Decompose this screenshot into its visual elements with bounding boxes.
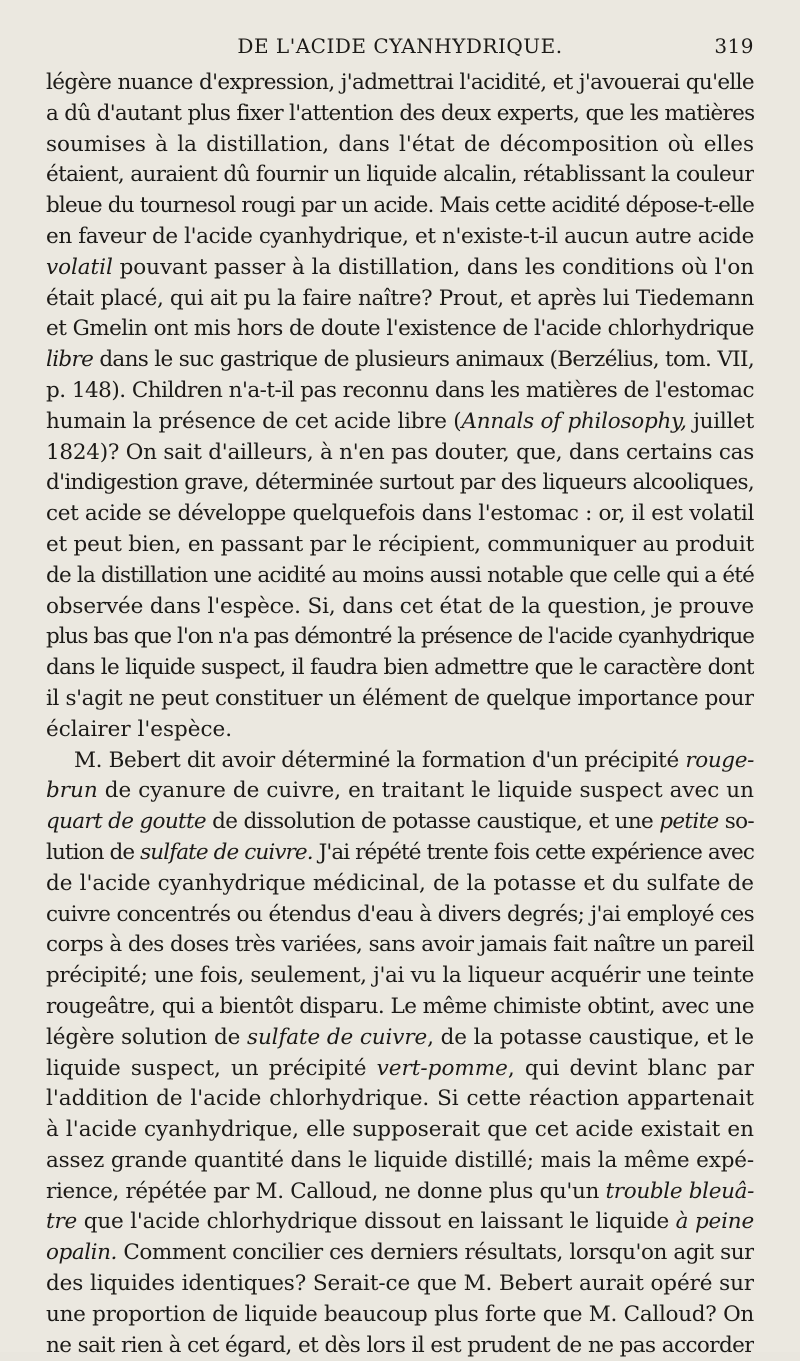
running-title: DE L'ACIDE CYANHYDRIQUE.	[237, 34, 563, 58]
text-segment: observée dans l'espèce. Si, dans cet état de la question, je prouve	[46, 593, 754, 619]
text-segment: 1824)? On sait d'ailleurs, à n'en pas douter, que, dans certains cas	[46, 439, 754, 465]
text-segment: pouvant passer à la distillation, dans les conditions où l'on	[112, 254, 754, 280]
text-line	[46, 869, 754, 900]
text-line	[46, 1207, 754, 1238]
text-line	[46, 746, 754, 777]
text-segment: liquide suspect, un précipité	[46, 1055, 377, 1081]
text-line	[46, 807, 754, 838]
text-segment: lution de	[46, 839, 141, 865]
text-segment: a dû d'autant plus fixer l'attention des deux experts, que les matières	[46, 100, 754, 126]
italic-segment: sulfate de cuivre.	[140, 839, 313, 865]
text-segment: corps à des doses très variées, sans avoir jamais fait naître un pareil	[46, 932, 754, 958]
text-segment: et Gmelin ont mis hors de doute l'existence de l'acide chlorhydrique	[46, 316, 754, 342]
text-line	[46, 284, 754, 315]
italic-segment: Annals of philosophy,	[461, 408, 687, 434]
text-segment: rience, répétée par M. Calloud, ne donne plus qu'un	[46, 1178, 606, 1204]
italic-segment: opalin.	[46, 1240, 117, 1266]
text-segment: rougeâtre, qui a bientôt disparu. Le même chimiste obtint, avec une	[46, 993, 754, 1019]
text-line	[46, 1177, 754, 1208]
text-segment: des liquides identiques? Serait-ce que M. Bebert aurait opéré sur	[46, 1271, 754, 1297]
text-line	[46, 222, 754, 253]
text-line	[46, 1331, 754, 1361]
text-segment: l'addition de l'acide chlorhydrique. Si cette réaction appartenait	[46, 1086, 754, 1112]
text-line	[46, 345, 754, 376]
text-segment: soumises à la distillation, dans l'état de décomposition où elles	[46, 131, 754, 157]
italic-segment: vert-pomme	[376, 1055, 508, 1081]
text-segment: il s'agit ne peut constituer un élément de quelque importance pour	[46, 685, 754, 711]
text-line	[46, 1238, 754, 1269]
text-segment: à l'acide cyanhydrique, elle supposerait que cet acide existait en	[46, 1117, 754, 1143]
text-segment: légère nuance d'expression, j'admettrai l'acidité, et j'avouerai qu'elle	[46, 70, 754, 95]
text-line	[46, 1084, 754, 1115]
text-segment: en faveur de l'acide cyanhydrique, et n'existe-t-il aucun autre acide	[46, 223, 754, 249]
italic-segment: trouble bleuâ-	[605, 1178, 754, 1204]
text-line	[46, 1146, 754, 1177]
text-segment: humain la présence de cet acide libre (	[46, 408, 462, 434]
text-segment: et peut bien, en passant par le récipient, communiquer au produit	[46, 531, 754, 557]
text-segment: de dissolution de potasse caustique, et une	[205, 809, 660, 835]
italic-segment: sulfate de cuivre	[247, 1024, 428, 1050]
italic-segment: libre	[46, 347, 94, 373]
text-line	[46, 930, 754, 961]
text-line	[46, 468, 754, 499]
text-line	[46, 1269, 754, 1300]
text-segment: de cyanure de cuivre, en traitant le liquide suspect avec un	[97, 778, 754, 804]
text-line	[46, 715, 754, 746]
text-segment: légère solution de	[46, 1024, 248, 1050]
text-line	[46, 1023, 754, 1054]
text-segment: dans le suc gastrique de plusieurs animaux (Berzélius, tom. VII,	[93, 347, 754, 373]
text-line	[46, 68, 754, 99]
text-line	[46, 438, 754, 469]
text-segment: dans le liquide suspect, il faudra bien admettre que le caractère dont	[46, 655, 754, 681]
text-segment: une proportion de liquide beaucoup plus forte que M. Calloud? On	[46, 1301, 754, 1327]
text-line	[46, 561, 754, 592]
text-line	[46, 160, 754, 191]
text-segment: Comment concilier ces derniers résultats, lorsqu'on agit sur	[116, 1240, 754, 1266]
text-line	[46, 376, 754, 407]
italic-segment: tre	[46, 1209, 78, 1235]
text-line	[46, 1115, 754, 1146]
text-segment: assez grande quantité dans le liquide distillé; mais la même expé-	[46, 1147, 754, 1173]
body-text	[46, 68, 754, 1361]
italic-segment: quart de goutte	[46, 809, 206, 835]
text-segment: était placé, qui ait pu la faire naître? Prout, et après lui Tiedemann	[46, 285, 754, 311]
text-segment: que l'acide chlorhydrique dissout en laissant le liquide	[77, 1209, 676, 1235]
text-line	[46, 592, 754, 623]
text-segment: éclairer l'espèce.	[46, 716, 233, 742]
text-segment: d'indigestion grave, déterminée surtout par des liqueurs alcooliques,	[46, 470, 754, 496]
text-line	[46, 130, 754, 161]
text-segment: , qui devint blanc par	[507, 1055, 754, 1081]
text-segment: ne sait rien à cet égard, et dès lors il est prudent de ne pas accorder	[46, 1332, 754, 1358]
text-segment: bleue du tournesol rougi par un acide. Mais cette acidité dépose-t-elle	[46, 193, 754, 219]
text-line	[46, 1300, 754, 1331]
text-segment: cet acide se développe quelquefois dans l'estomac : or, il est volatil	[46, 501, 754, 527]
text-segment: so-	[718, 809, 754, 835]
italic-segment: brun	[46, 778, 98, 804]
italic-segment: volatil	[46, 254, 113, 280]
text-line	[46, 499, 754, 530]
text-segment: p. 148). Children n'a-t-il pas reconnu dans les matières de l'estomac	[46, 377, 754, 403]
italic-segment: petite	[659, 809, 719, 835]
text-line	[46, 684, 754, 715]
text-segment: de la distillation une acidité au moins aussi notable que celle qui a été	[46, 562, 754, 588]
text-line	[46, 992, 754, 1023]
text-line	[46, 253, 754, 284]
text-line	[46, 622, 754, 653]
text-line	[46, 1054, 754, 1085]
page-number: 319	[714, 34, 754, 58]
text-segment: , de la potasse caustique, et le	[427, 1024, 754, 1050]
text-segment: précipité; une fois, seulement, j'ai vu la liqueur acquérir une teinte	[46, 963, 754, 989]
text-line	[46, 99, 754, 130]
text-segment: de l'acide cyanhydrique médicinal, de la potasse et du sulfate de	[46, 870, 754, 896]
text-line	[46, 776, 754, 807]
running-head	[46, 34, 754, 62]
text-line	[46, 407, 754, 438]
text-segment: étaient, auraient dû fournir un liquide alcalin, rétablissant la couleur	[46, 162, 754, 188]
text-line	[46, 838, 754, 869]
text-line	[46, 530, 754, 561]
text-line	[46, 900, 754, 931]
italic-segment: rouge-	[685, 747, 754, 773]
text-segment: juillet	[686, 408, 754, 434]
italic-segment: à peine	[675, 1209, 754, 1235]
text-line	[46, 961, 754, 992]
text-segment: J'ai répété trente fois cette expérience avec	[312, 839, 754, 865]
text-line	[46, 653, 754, 684]
text-segment: cuivre concentrés ou étendus d'eau à divers degrés; j'ai employé ces	[46, 901, 754, 927]
text-segment: M. Bebert dit avoir déterminé la formation d'un précipité	[74, 747, 686, 773]
text-line	[46, 191, 754, 222]
text-line	[46, 314, 754, 345]
text-segment: plus bas que l'on n'a pas démontré la présence de l'acide cyanhydrique	[46, 624, 754, 650]
